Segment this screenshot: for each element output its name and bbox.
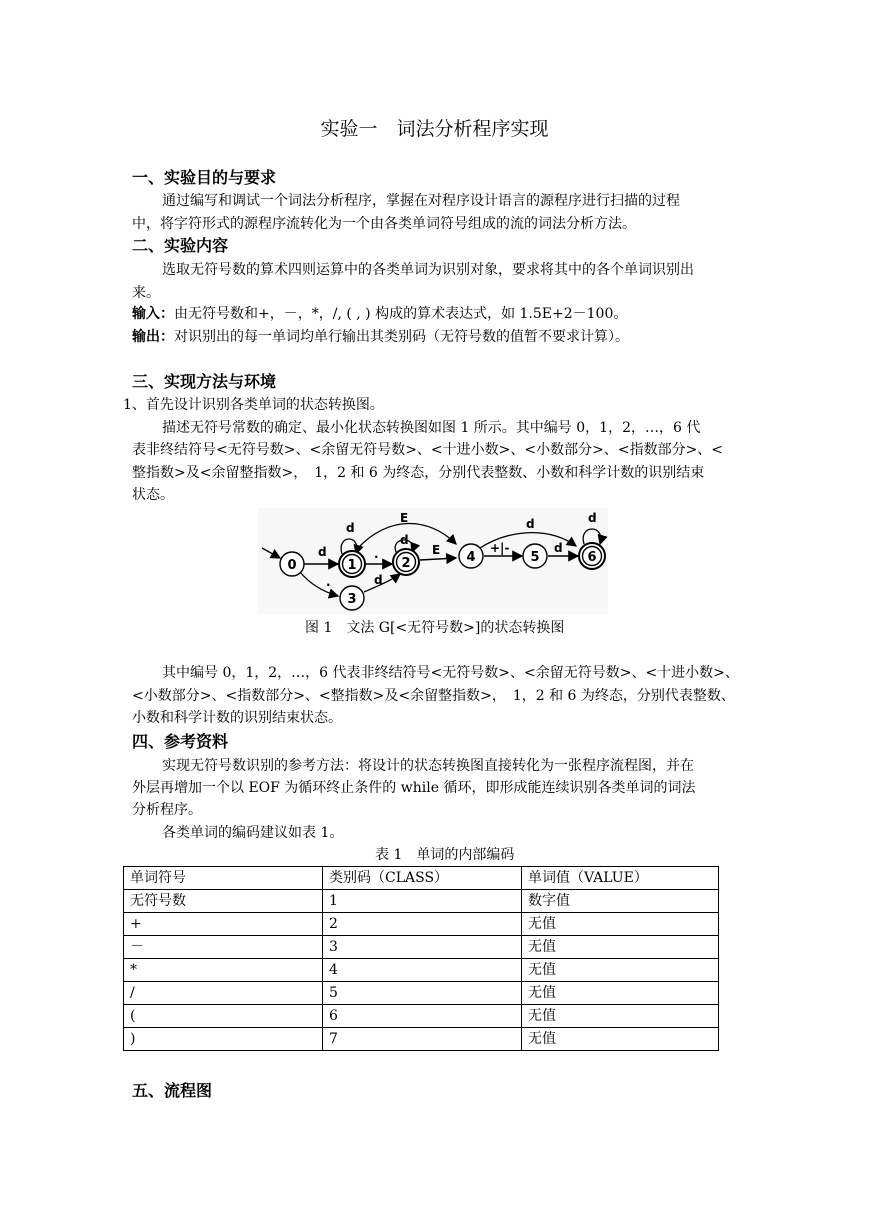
input-label: 输入： — [132, 306, 174, 322]
table-header-cell: 类别码（CLASS） — [323, 867, 522, 890]
paragraph-line: 整指数>及<余留整指数>， 1，2 和 6 为终态，分别代表整数、小数和科学计数的识别结束 — [132, 465, 705, 481]
table-cell: 无值 — [522, 913, 719, 936]
state-label: 1 — [347, 558, 357, 573]
table-caption: 表 1 单词的内部编码 — [375, 847, 515, 863]
table-row — [124, 1005, 719, 1028]
edge-label: d — [400, 533, 409, 547]
state-label: 2 — [401, 556, 411, 571]
paragraph-line: 通过编写和调试一个词法分析程序，掌握在对程序设计语言的源程序进行扫描的过程 — [162, 193, 680, 209]
paragraph-line: 小数和科学计数的识别结束状态。 — [132, 710, 342, 726]
diagram-background — [258, 508, 608, 614]
table-cell: ) — [124, 1028, 323, 1051]
page-title: 实验一 词法分析程序实现 — [320, 118, 549, 140]
edge-label: d — [374, 573, 383, 587]
table-header-cell: 单词值（VALUE） — [522, 867, 719, 890]
table-row — [124, 890, 719, 913]
table-cell: 4 — [323, 959, 522, 982]
table-cell: + — [124, 913, 323, 936]
table-header-row — [124, 867, 719, 890]
edge-label: d — [318, 545, 327, 559]
edge-label: d — [588, 511, 597, 525]
table-cell: ( — [124, 1005, 323, 1028]
state-label: 6 — [587, 550, 597, 565]
section-heading-goals: 一、实验目的与要求 — [132, 168, 277, 187]
table-cell: / — [124, 982, 323, 1005]
table-row — [124, 982, 719, 1005]
table-row — [124, 913, 719, 936]
edge-label: E — [400, 511, 409, 525]
token-encoding-table — [123, 866, 719, 1051]
output-label: 输出： — [132, 329, 174, 345]
input-description — [132, 304, 627, 324]
edge-label: . — [374, 547, 379, 561]
table-row — [124, 936, 719, 959]
paragraph-line: 其中编号 0，1，2，…，6 代表非终结符号<无符号数>、<余留无符号数>、<十进小数>、 — [162, 665, 739, 681]
paragraph-line: 选取无符号数的算术四则运算中的各类单词为识别对象，要求将其中的各个单词识别出 — [162, 262, 694, 278]
table-cell: 无值 — [522, 936, 719, 959]
paragraph-line: 中，将字符形式的源程序流转化为一个由各类单词符号组成的流的词法分析方法。 — [132, 216, 636, 232]
edge-label: E — [432, 543, 441, 557]
state-label: 5 — [530, 550, 540, 565]
section-heading-flowchart: 五、流程图 — [132, 1081, 213, 1100]
table-cell: 无值 — [522, 982, 719, 1005]
state-label: 4 — [466, 550, 476, 565]
paragraph-line: 实现无符号数识别的参考方法：将设计的状态转换图直接转化为一张程序流程图，并在 — [162, 758, 694, 774]
table-cell: － — [124, 936, 323, 959]
section-heading-content: 二、实验内容 — [132, 236, 229, 255]
paragraph-line: 状态。 — [132, 487, 174, 503]
edge-label: +|- — [490, 541, 510, 555]
section-heading-method: 三、实现方法与环境 — [132, 372, 277, 391]
edge-label: d — [346, 521, 355, 535]
table-row — [124, 1028, 719, 1051]
table-cell: 5 — [323, 982, 522, 1005]
table-cell: 1 — [323, 890, 522, 913]
table-cell: 6 — [323, 1005, 522, 1028]
output-text: 对识别出的每一单词均单行输出其类别码（无符号数的值暂不要求计算）。 — [174, 329, 629, 345]
paragraph-line: 描述无符号常数的确定、最小化状态转换图如图 1 所示。其中编号 0，1，2，…，6 代 — [162, 420, 701, 436]
edge-label: d — [526, 517, 535, 531]
edge-label: d — [554, 541, 563, 555]
list-item: 1、首先设计识别各类单词的状态转换图。 — [123, 397, 384, 413]
table-cell: 2 — [323, 913, 522, 936]
state-label: 3 — [347, 592, 357, 607]
table-cell: 无值 — [522, 959, 719, 982]
table-cell: 无符号数 — [124, 890, 323, 913]
paragraph-line: 外层再增加一个以 EOF 为循环终止条件的 while 循环，即形成能连续识别各类单词的词法 — [132, 780, 696, 796]
input-text: 由无符号数和+，－，*，/, ( , ) 构成的算术表达式，如 1.5E+2－100。 — [174, 306, 628, 322]
table-cell: 数字值 — [522, 890, 719, 913]
edge-label: . — [326, 575, 331, 589]
table-cell: 无值 — [522, 1005, 719, 1028]
state-label: 0 — [287, 558, 297, 573]
paragraph-line: 各类单词的编码建议如表 1。 — [162, 825, 344, 841]
state-transition-diagram — [258, 508, 608, 614]
paragraph-line: 分析程序。 — [132, 802, 202, 818]
table-cell: 7 — [323, 1028, 522, 1051]
section-heading-references: 四、参考资料 — [132, 732, 229, 751]
table-row — [124, 959, 719, 982]
table-cell: 3 — [323, 936, 522, 959]
paragraph-line: <小数部分>、<指数部分>、<整指数>及<余留整指数>， 1，2 和 6 为终态，分别代表整数、 — [132, 688, 735, 704]
output-description — [132, 327, 629, 347]
table-header-cell: 单词符号 — [124, 867, 323, 890]
table-cell: * — [124, 959, 323, 982]
table-cell: 无值 — [522, 1028, 719, 1051]
figure-caption: 图 1 文法 G[<无符号数>]的状态转换图 — [305, 620, 565, 636]
paragraph-line: 来。 — [132, 285, 160, 301]
paragraph-line: 表非终结符号<无符号数>、<余留无符号数>、<十进小数>、<小数部分>、<指数部分>、< — [132, 442, 724, 458]
